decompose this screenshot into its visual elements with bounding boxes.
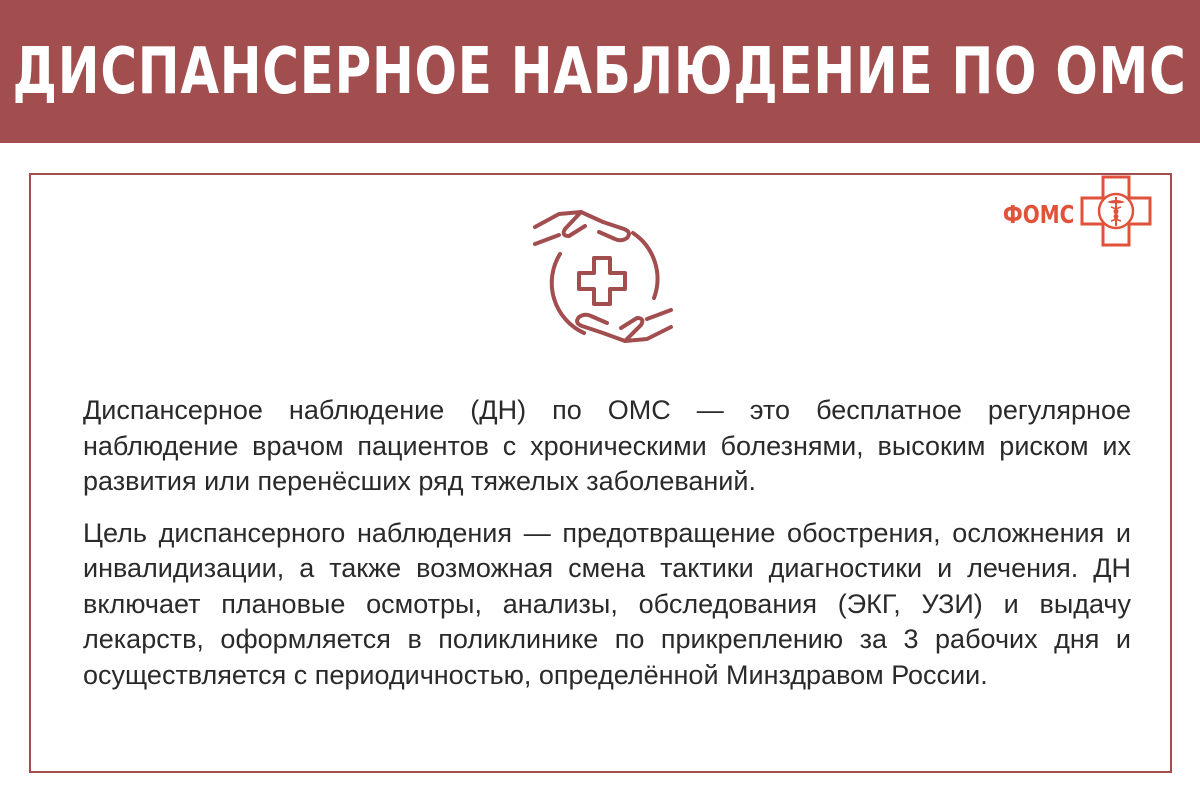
page-title: ДИСПАНСЕРНОЕ НАБЛЮДЕНИЕ ПО ОМС [13, 34, 1187, 109]
foms-logo-text: ФОМС [1002, 199, 1074, 229]
content-card [29, 173, 1172, 773]
header-banner [0, 0, 1200, 143]
foms-logo [985, 171, 1156, 251]
paragraph-definition: Диспансерное наблюдение (ДН) по ОМС — это бесплатное регулярное наблюдение врачом пациентов с хроническими болезнями, высоким риском их развития или перенёсших ряд тяжелых заболеваний. [83, 395, 1131, 496]
hands-medical-cross-icon [529, 205, 677, 355]
caduceus-cross-icon [1076, 171, 1156, 251]
paragraph-purpose: Цель диспансерного наблюдения — предотвращение обострения, осложнения и инвалидизации, а также возможная смена тактики диагностики и лечения. ДН включает плановые осмотры, анализы, обследования (ЭКГ, УЗИ) и выдачу лекарств, оформляется в поликлинике по прикреплению за 3 рабочих дня и осуществляется с периодичностью, определённой Минздравом России. [83, 517, 1131, 690]
description-text [83, 393, 1131, 709]
